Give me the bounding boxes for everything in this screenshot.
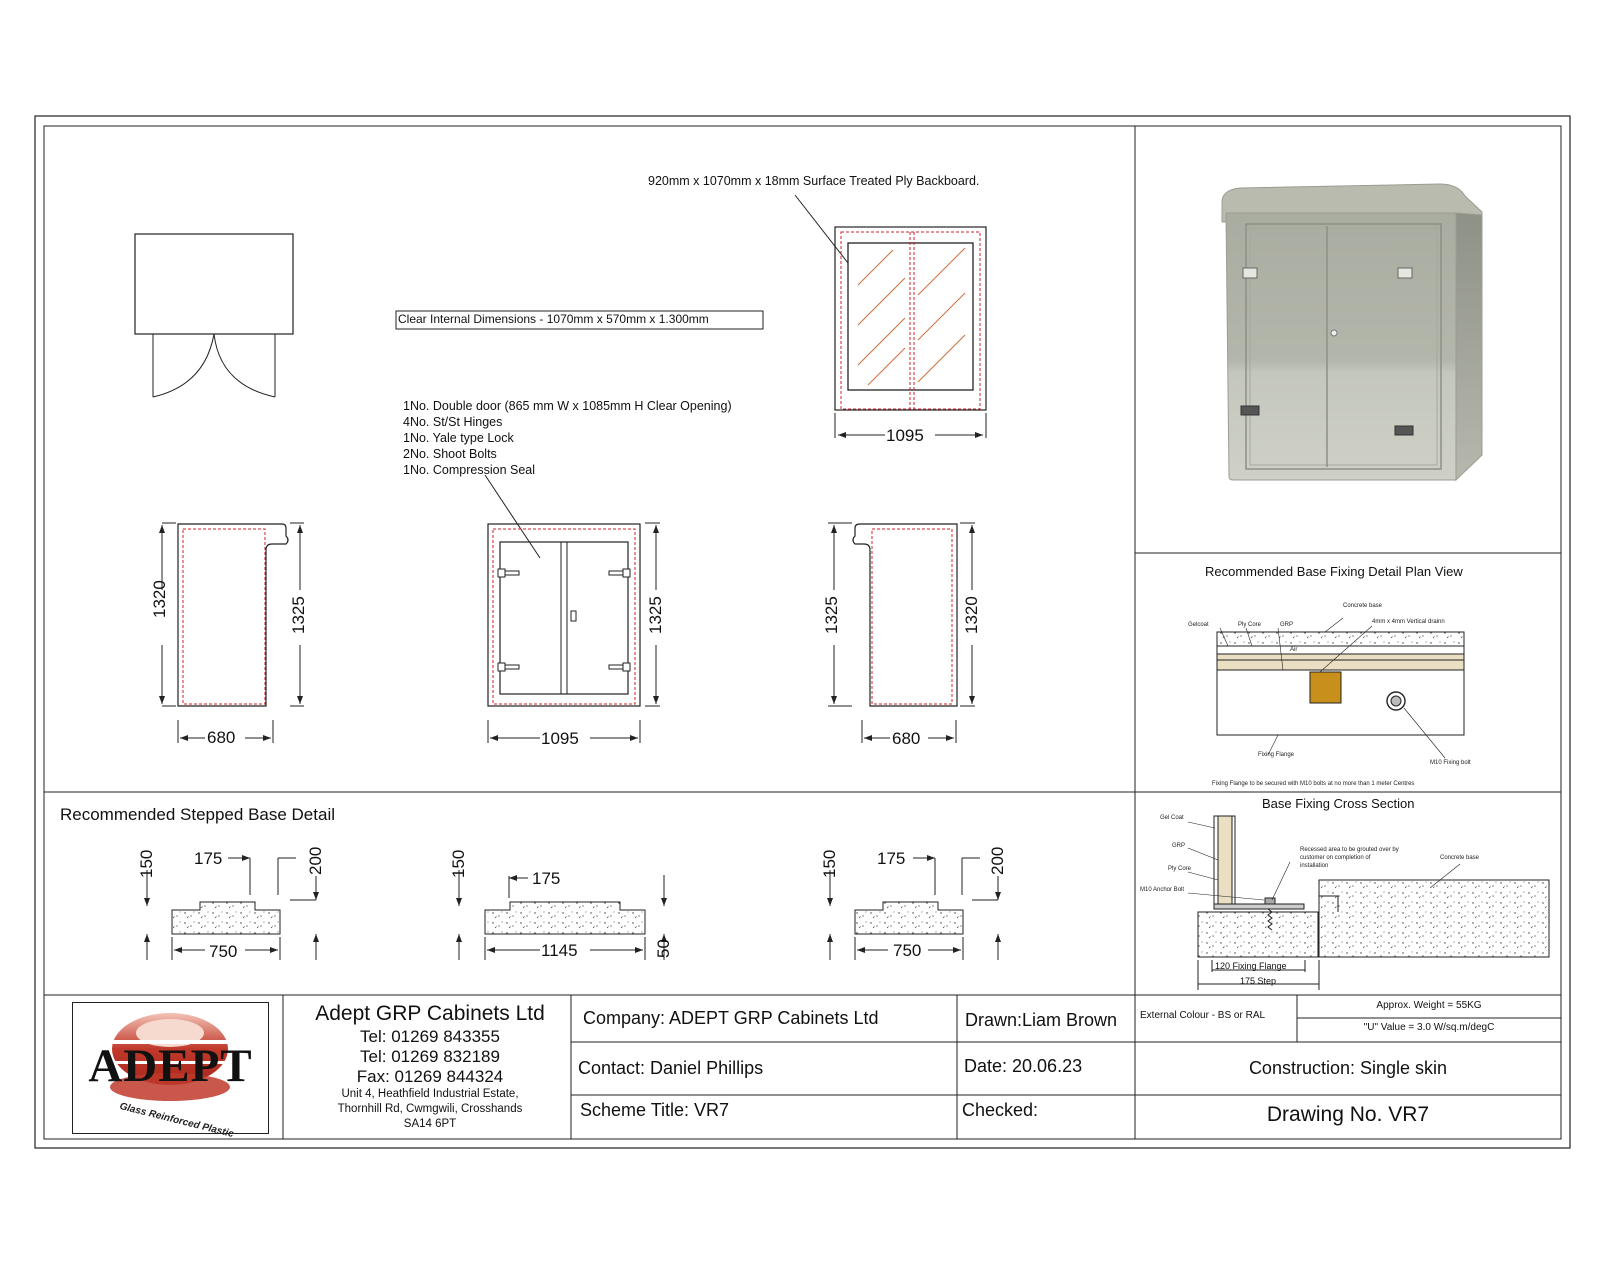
field-date: Date: 20.06.23 [964, 1056, 1083, 1076]
xs-anchor-label: M10 Anchor Bolt [1140, 887, 1185, 893]
dim-right-inner-height: 1320 [962, 596, 981, 634]
door-spec-line: 1No. Compression Seal [403, 463, 536, 477]
xs-concrete-label: Concrete base [1440, 855, 1480, 861]
dim-right-width: 680 [892, 729, 921, 748]
field-drawn: Drawn:Liam Brown [965, 1010, 1118, 1030]
left-side-elevation [159, 523, 304, 743]
clear-internal-note: Clear Internal Dimensions - 1070mm x 570mm x 1.300mm [398, 312, 709, 326]
step-c-width: 750 [893, 941, 922, 960]
dim-front-width: 1095 [541, 729, 579, 748]
door-spec-line: 1No. Double door (865 mm W x 1085mm H Clear Opening) [403, 399, 732, 413]
door-spec-line: 4No. St/St Hinges [403, 415, 503, 429]
field-drawing-no: Drawing No. VR7 [1266, 1103, 1430, 1126]
plan-grp-label: GRP [1280, 622, 1294, 628]
right-side-elevation [828, 523, 975, 743]
cross-section-title: Base Fixing Cross Section [1262, 796, 1415, 811]
field-external-colour: External Colour - BS or RAL [1140, 1010, 1266, 1021]
field-company: Company: ADEPT GRP Cabinets Ltd [583, 1008, 879, 1028]
step-c-height2: 200 [988, 846, 1007, 875]
company-name: Adept GRP Cabinets Ltd [315, 1002, 545, 1025]
plan-footnote: Fixing Flange to be secured with M10 bolts at no more than 1 meter Centres [1212, 781, 1415, 787]
step-c-height: 150 [820, 849, 839, 878]
plan-gelcoat-label: Gelcoat [1188, 622, 1209, 628]
field-weight: Approx. Weight = 55KG [1376, 1000, 1482, 1011]
step-b-step: 175 [532, 869, 561, 888]
dim-right-outer-height: 1325 [822, 596, 841, 634]
cabinet-render [1222, 184, 1482, 480]
logo-tagline: Glass Reinforced Plastic [118, 1101, 235, 1141]
xs-ply-label: Ply Core [1168, 866, 1192, 872]
step-c-step: 175 [877, 849, 906, 868]
plan-air-label: Air [1290, 647, 1298, 653]
step-b-width: 1145 [541, 941, 578, 960]
step-a-step: 175 [194, 849, 223, 868]
plan-ply-label: Ply Core [1238, 622, 1262, 628]
company-address-line1: Unit 4, Heathfield Industrial Estate, [341, 1088, 519, 1100]
company-tel2: Tel: 01269 832189 [360, 1047, 500, 1066]
plan-flange-label: Fixing Flange [1258, 752, 1295, 758]
xs-recess-label: Recessed area to be grouted over by customer on completion of installation [1300, 847, 1399, 869]
field-checked: Checked: [962, 1100, 1039, 1120]
step-a-width: 750 [209, 942, 238, 961]
plan-concrete-label: Concrete base [1343, 603, 1383, 609]
step-b-height: 150 [449, 849, 468, 878]
backboard-view [795, 195, 986, 438]
xs-step-dim: 175 Step [1240, 976, 1277, 986]
plan-fixing-detail [1217, 618, 1464, 758]
front-elevation [488, 523, 660, 743]
field-contact: Contact: Daniel Phillips [578, 1058, 764, 1078]
plan-recess-label: 4mm x 4mm Vertical drainn [1372, 619, 1445, 625]
plan-view-title: Recommended Base Fixing Detail Plan View [1205, 564, 1463, 579]
logo-wordmark: ADEPT [88, 1040, 253, 1092]
plan-view-doors [135, 234, 293, 397]
company-address-line2: Thornhill Rd, Cwmgwili, Crosshands [337, 1103, 523, 1115]
xs-grp-label: GRP [1172, 843, 1186, 849]
company-tel1: Tel: 01269 843355 [360, 1027, 500, 1046]
field-scheme-title: Scheme Title: VR7 [580, 1100, 730, 1120]
step-a-height2: 200 [306, 846, 325, 875]
company-fax: Fax: 01269 844324 [356, 1067, 504, 1086]
company-address-line3: SA14 6PT [403, 1118, 457, 1130]
dim-front-height: 1325 [646, 596, 665, 634]
xs-flange-dim: 120 Fixing Flange [1215, 961, 1287, 971]
xs-gelcoat-label: Gel Coat [1160, 815, 1184, 821]
step-a-height: 150 [137, 849, 156, 878]
step-b-height2: 50 [654, 939, 673, 958]
dim-left-outer-height: 1325 [289, 596, 308, 634]
company-logo [72, 1002, 269, 1141]
dim-left-width: 680 [207, 728, 236, 747]
field-construction: Construction: Single skin [1248, 1058, 1448, 1078]
door-spec-list [403, 398, 732, 478]
plan-bolt-label: M10 Fixing bolt [1430, 760, 1471, 766]
door-spec-line: 1No. Yale type Lock [403, 431, 514, 445]
door-spec-line: 2No. Shoot Bolts [403, 447, 497, 461]
dim-left-inner-height: 1320 [150, 580, 169, 618]
field-u-value: "U" Value = 3.0 W/sq.m/degC [1363, 1022, 1495, 1033]
stepped-base-title: Recommended Stepped Base Detail [60, 805, 335, 824]
dim-top-width: 1095 [886, 426, 924, 445]
backboard-note: 920mm x 1070mm x 18mm Surface Treated Ply Backboard. [648, 174, 980, 188]
